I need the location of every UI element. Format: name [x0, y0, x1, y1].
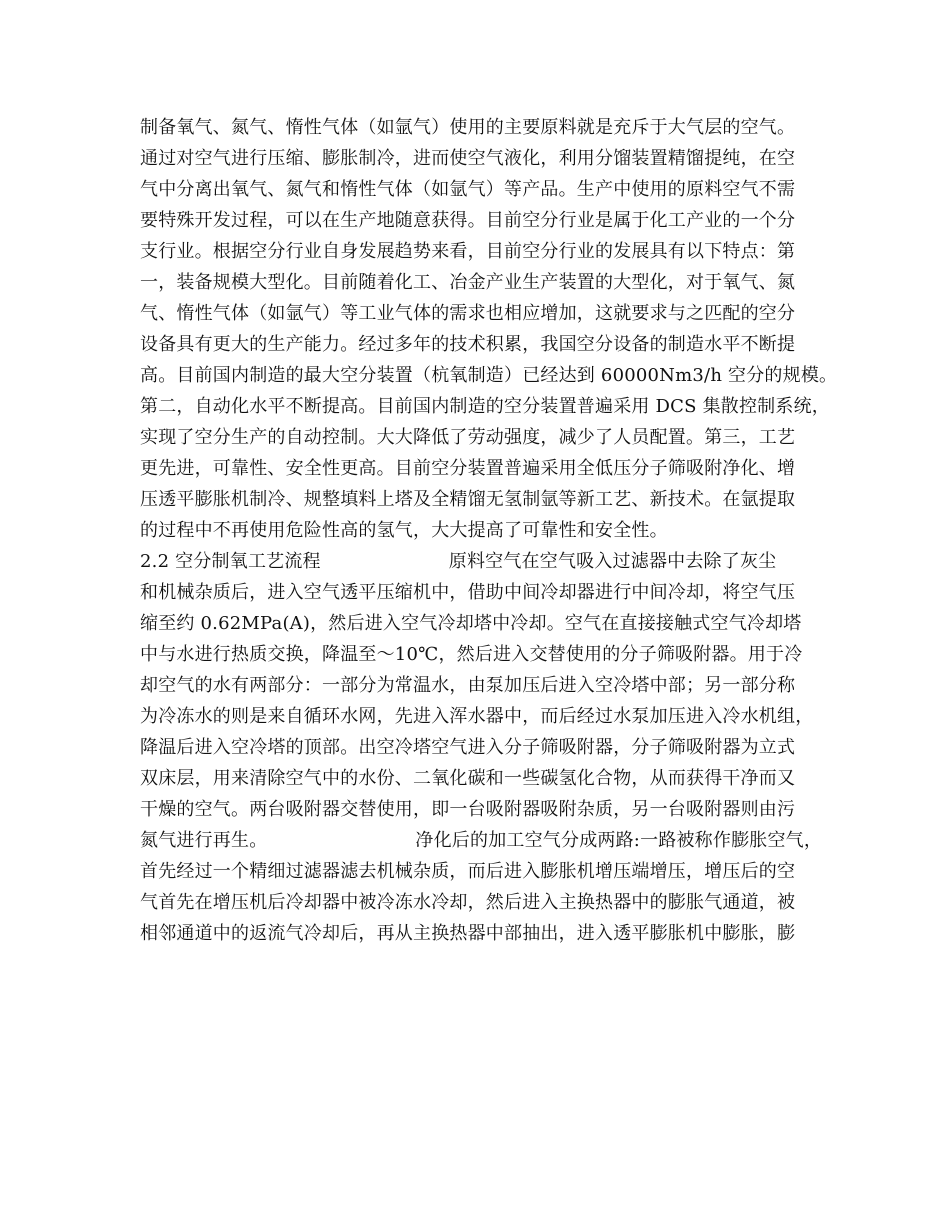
text-line: 的过程中不再使用危险性高的氢气，大大提高了可靠性和安全性。: [140, 520, 668, 541]
section-heading-line: [140, 546, 830, 577]
text-line: 为冷冻水的则是来自循环水网，先进入浑水器中，而后经过水泵加压进入冷水机组，: [140, 706, 814, 727]
text-line: 首先经过一个精细过滤器滤去机械杂质，而后进入膨胀机增压端增压，增压后的空: [140, 861, 796, 882]
text-line: 双床层，用来清除空气中的水份、二氧化碳和一些碳氢化合物，从而获得干净而又: [140, 768, 796, 789]
text-line: 和机械杂质后，进入空气透平压缩机中，借助中间冷却器进行中间冷却，将空气压: [140, 582, 796, 603]
text-line: 降温后进入空冷塔的顶部。出空冷塔空气进入分子筛吸附器，分子筛吸附器为立式: [140, 737, 796, 758]
text-line: 高。目前国内制造的最大空分装置（杭氧制造）已经达到 60000Nm3/h 空分的规模。: [140, 365, 838, 386]
text-line: 气中分离出氧气、氮气和惰性气体（如氩气）等产品。生产中使用的原料空气不需: [140, 179, 796, 200]
text-line: 制备氧气、氮气、惰性气体（如氩气）使用的主要原料就是充斥于大气层的空气。: [140, 117, 796, 138]
body-text: [140, 112, 838, 949]
text-segment: 净化后的加工空气分成两路:一路被称作膨胀空气，: [415, 830, 823, 851]
text-line: 气、惰性气体（如氩气）等工业气体的需求也相应增加，这就要求与之匹配的空分: [140, 303, 796, 324]
text-line: 设备具有更大的生产能力。经过多年的技术积累，我国空分设备的制造水平不断提: [140, 334, 796, 355]
text-segment: 氮气进行再生。: [140, 830, 268, 851]
text-line: 更先进，可靠性、安全性更高。目前空分装置普遍采用全低压分子筛吸附净化、增: [140, 458, 796, 479]
text-line: 压透平膨胀机制冷、规整填料上塔及全精馏无氢制氩等新工艺、新技术。在氩提取: [140, 489, 796, 510]
text-line: 干燥的空气。两台吸附器交替使用，即一台吸附器吸附杂质，另一台吸附器则由污: [140, 799, 796, 820]
text-line: 要特殊开发过程，可以在生产地随意获得。目前空分行业是属于化工产业的一个分: [140, 210, 796, 231]
text-line: 一，装备规模大型化。目前随着化工、冶金产业生产装置的大型化，对于氧气、氮: [140, 272, 796, 293]
text-line: 第二，自动化水平不断提高。目前国内制造的空分装置普遍采用 DCS 集散控制系统，: [140, 396, 830, 417]
text-line: 中与水进行热质交换，降温至～10℃，然后进入交替使用的分子筛吸附器。用于冷: [140, 644, 803, 665]
text-line: 实现了空分生产的自动控制。大大降低了劳动强度，减少了人员配置。第三，工艺: [140, 427, 796, 448]
text-line: 相邻通道中的返流气冷却后，再从主换热器中部抽出，进入透平膨胀机中膨胀，膨: [140, 923, 796, 944]
split-text-line: [140, 825, 830, 856]
text-line: 通过对空气进行压缩、膨胀制冷，进而使空气液化，利用分馏装置精馏提纯，在空: [140, 148, 796, 169]
text-line: 缩至约 0.62MPa(A)，然后进入空气冷却塔中冷却。空气在直接接触式空气冷却塔: [140, 613, 802, 634]
text-line: 气首先在增压机后冷却器中被冷冻水冷却，然后进入主换热器中的膨胀气通道，被: [140, 892, 796, 913]
text-line: 支行业。根据空分行业自身发展趋势来看，目前空分行业的发展具有以下特点：第: [140, 241, 796, 262]
section-heading: 2.2 空分制氧工艺流程: [140, 551, 321, 572]
text-segment: 原料空气在空气吸入过滤器中去除了灰尘: [448, 551, 777, 572]
text-line: 却空气的水有两部分：一部分为常温水，由泵加压后进入空冷塔中部；另一部分称: [140, 675, 796, 696]
